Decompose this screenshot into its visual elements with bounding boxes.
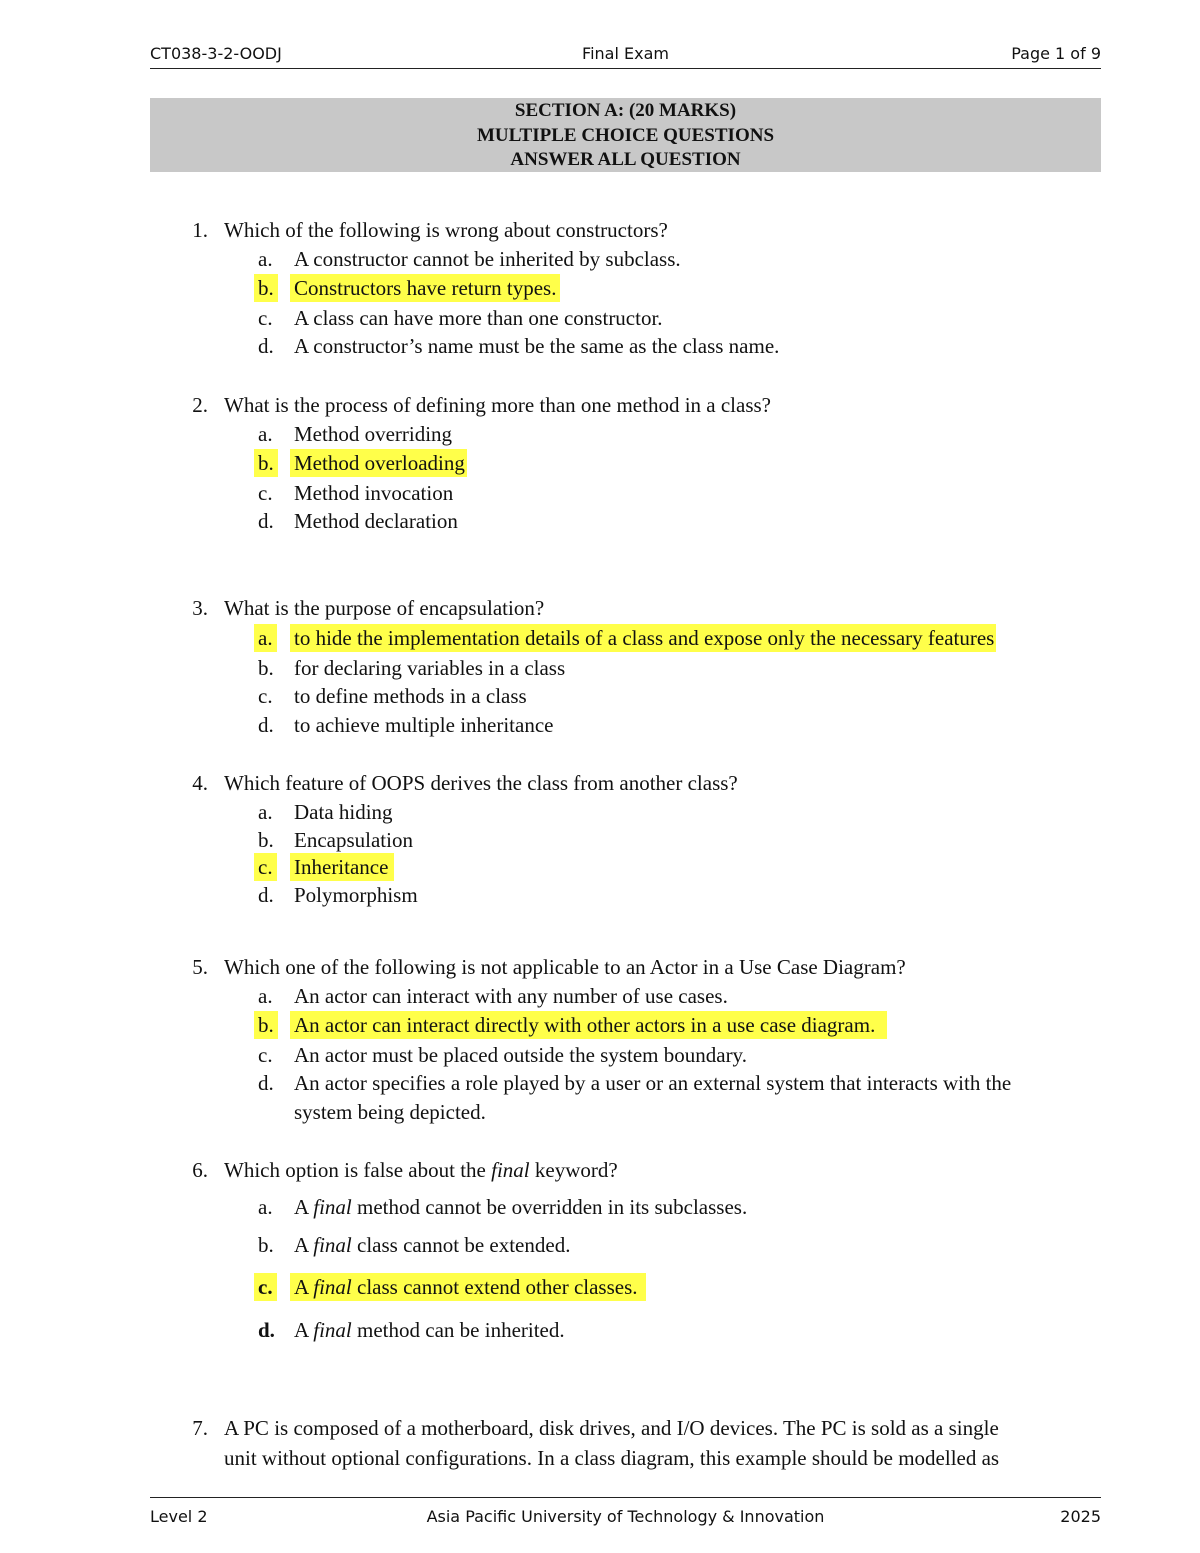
option-text-highlighted: Inheritance: [290, 855, 394, 879]
option-letter: b.: [258, 1233, 274, 1257]
footer-level: Level 2: [150, 1507, 208, 1526]
option-letter-highlighted: b.: [254, 451, 278, 475]
question-number: 3.: [192, 596, 208, 620]
option-text: A class can have more than one constructor.: [294, 306, 663, 330]
section-instruction: ANSWER ALL QUESTION: [510, 149, 741, 170]
option-letter: d.: [258, 883, 274, 907]
option-letter: d.: [258, 334, 274, 358]
option-letter: a.: [258, 1195, 273, 1219]
question-text: Which option is false about the final keyword?: [224, 1158, 618, 1182]
question-text-continued: unit without optional configurations. In a class diagram, this example should be modelled as: [224, 1446, 1000, 1470]
option-text-highlighted: Method overloading: [290, 451, 467, 475]
option-letter-highlighted: c.: [254, 855, 277, 879]
option-text: An actor can interact with any number of use cases.: [294, 984, 728, 1008]
question-text: Which of the following is wrong about constructors?: [224, 218, 668, 242]
option-text: for declaring variables in a class: [294, 656, 566, 680]
option-text: An actor specifies a role played by a user or an external system that interacts with the: [294, 1071, 1012, 1095]
question-text: What is the process of defining more than one method in a class?: [224, 393, 772, 417]
option-text: A final method cannot be overridden in its subclasses.: [294, 1195, 748, 1219]
option-text-highlighted: A final class cannot extend other classes.: [290, 1275, 646, 1299]
option-text: Method declaration: [294, 509, 458, 533]
option-letter: a.: [258, 247, 273, 271]
option-letter: d.: [258, 713, 274, 737]
question-text: Which one of the following is not applicable to an Actor in a Use Case Diagram?: [224, 955, 906, 979]
option-text: A final class cannot be extended.: [294, 1233, 571, 1257]
option-letter: a.: [258, 984, 273, 1008]
question-number: 4.: [192, 771, 208, 795]
option-text: to define methods in a class: [294, 684, 527, 708]
section-subtitle: MULTIPLE CHOICE QUESTIONS: [476, 124, 775, 146]
option-letter: b.: [258, 656, 274, 680]
option-text: An actor must be placed outside the system boundary.: [294, 1043, 747, 1067]
page-footer: [150, 1497, 1101, 1534]
option-text: Method invocation: [294, 481, 454, 505]
option-text: A final method can be inherited.: [294, 1318, 565, 1342]
option-text-highlighted: Constructors have return types.: [290, 276, 560, 300]
question-number: 2.: [192, 393, 208, 417]
section-title: SECTION A: (20 MARKS): [514, 100, 737, 121]
question-text: A PC is composed of a motherboard, disk drives, and I/O devices. The PC is sold as a single: [224, 1416, 999, 1440]
question-number: 1.: [192, 218, 208, 242]
option-text: Data hiding: [294, 800, 393, 824]
option-letter: c.: [258, 306, 273, 330]
option-text: A constructor cannot be inherited by subclass.: [294, 247, 681, 271]
question-number: 7.: [192, 1416, 208, 1440]
exam-title: Final Exam: [582, 44, 669, 63]
option-text: Polymorphism: [294, 883, 418, 907]
option-text-highlighted: to hide the implementation details of a class and expose only the necessary features: [290, 626, 996, 650]
question-text: Which feature of OOPS derives the class from another class?: [224, 771, 738, 795]
option-letter-highlighted: c.: [254, 1275, 277, 1299]
option-text-continued: system being depicted.: [294, 1100, 486, 1124]
page-header: [150, 42, 1101, 69]
option-letter: b.: [258, 828, 274, 852]
footer-institution: Asia Pacific University of Technology & Innovation: [426, 1507, 825, 1526]
question-number: 5.: [192, 955, 208, 979]
page-number: Page 1 of 9: [1011, 44, 1101, 63]
option-letter: a.: [258, 800, 273, 824]
course-code: CT038-3-2-OODJ: [150, 44, 282, 63]
option-text: Encapsulation: [294, 828, 413, 852]
question-number: 6.: [192, 1158, 208, 1182]
option-letter: c.: [258, 481, 273, 505]
option-letter: a.: [258, 422, 273, 446]
option-text: A constructor’s name must be the same as the class name.: [294, 334, 780, 358]
option-letter: c.: [258, 1043, 273, 1067]
option-text: Method overriding: [294, 422, 453, 446]
option-text: to achieve multiple inheritance: [294, 713, 554, 737]
option-letter: c.: [258, 684, 273, 708]
option-letter-highlighted: a.: [254, 626, 277, 650]
option-letter-highlighted: b.: [254, 276, 278, 300]
section-banner: [150, 98, 1101, 172]
footer-year: 2025: [1060, 1507, 1101, 1526]
option-letter: d.: [258, 509, 274, 533]
question-text: What is the purpose of encapsulation?: [224, 596, 545, 620]
option-letter-highlighted: b.: [254, 1013, 278, 1037]
option-text-highlighted: An actor can interact directly with other actors in a use case diagram.: [290, 1013, 887, 1037]
option-letter: d.: [258, 1071, 274, 1095]
option-letter: d.: [258, 1318, 275, 1342]
